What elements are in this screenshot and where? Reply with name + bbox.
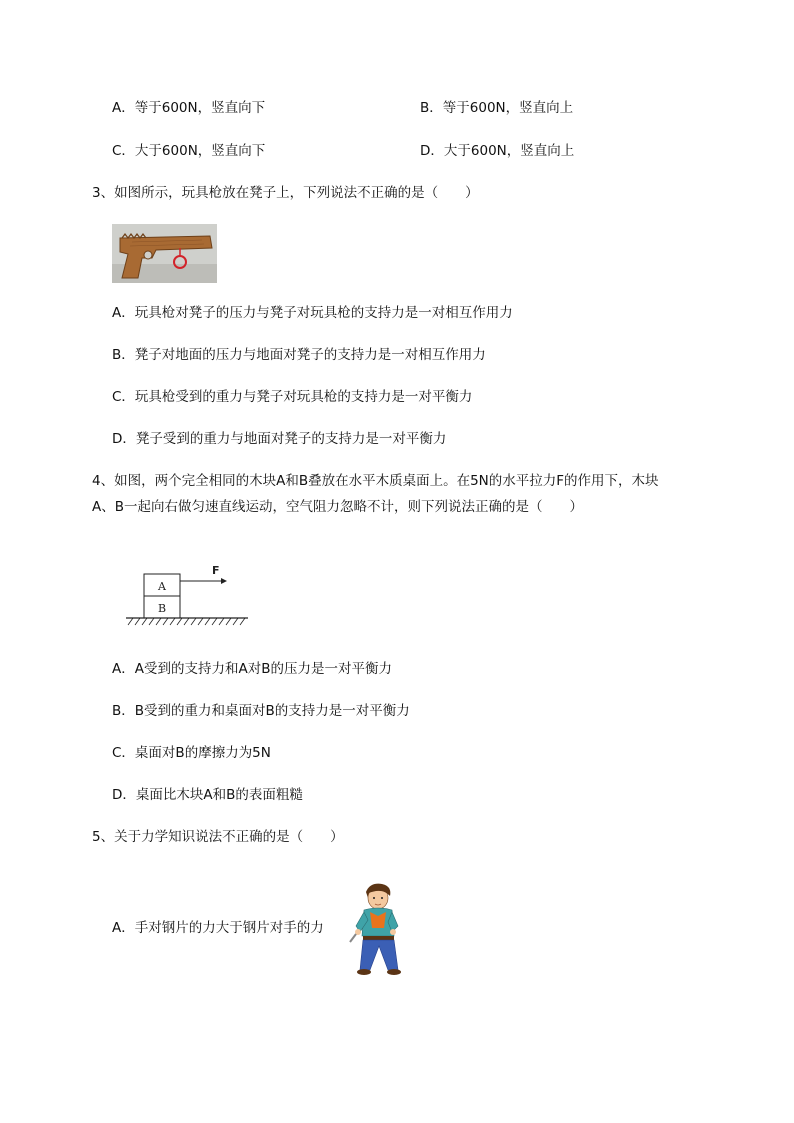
q4-stem-line-2: A、B一起向右做匀速直线运动，空气阻力忽略不计，则下列说法正确的是（ ） [92,499,583,515]
q5-option-a: A．手对钢片的力大于钢片对手的力 [112,920,324,936]
q3-option-c: C．玩具枪受到的重力与凳子对玩具枪的支持力是一对平衡力 [112,389,473,405]
q2-option-b: B．等于600N，竖直向上 [420,100,574,116]
person-illustration-svg [348,882,410,978]
person-illustration [348,882,410,978]
block-diagram-svg [124,560,252,630]
q3-option-a: A．玩具枪对凳子的压力与凳子对玩具枪的支持力是一对相互作用力 [112,305,513,321]
q4-stem-line-1: 4、如图，两个完全相同的木块A和B叠放在水平木质桌面上。在5N的水平拉力F的作用下，木块 [92,473,659,489]
q3-option-b: B．凳子对地面的压力与地面对凳子的支持力是一对相互作用力 [112,347,486,363]
toy-gun-photo [112,224,217,283]
q2-option-c: C．大于600N，竖直向下 [112,143,266,159]
block-a-label: A [158,580,166,593]
force-label: F [212,564,220,577]
toy-gun-image [112,224,217,283]
q5-stem: 5、关于力学知识说法不正确的是（ ） [92,829,344,845]
q4-option-b: B．B受到的重力和桌面对B的支持力是一对平衡力 [112,703,410,719]
q3-stem: 3、如图所示，玩具枪放在凳子上，下列说法不正确的是（ ） [92,185,479,201]
q2-option-a: A．等于600N，竖直向下 [112,100,266,116]
q3-option-d: D．凳子受到的重力与地面对凳子的支持力是一对平衡力 [112,431,447,447]
block-diagram [124,560,252,630]
q4-option-a: A．A受到的支持力和A对B的压力是一对平衡力 [112,661,392,677]
q4-option-c: C．桌面对B的摩擦力为5N [112,745,271,761]
block-b-label: B [157,602,167,615]
force-arrowhead [221,578,227,584]
ground-hatch [128,618,245,625]
q2-option-d: D．大于600N，竖直向上 [420,143,575,159]
q4-option-d: D．桌面比木块A和B的表面粗糙 [112,787,303,803]
